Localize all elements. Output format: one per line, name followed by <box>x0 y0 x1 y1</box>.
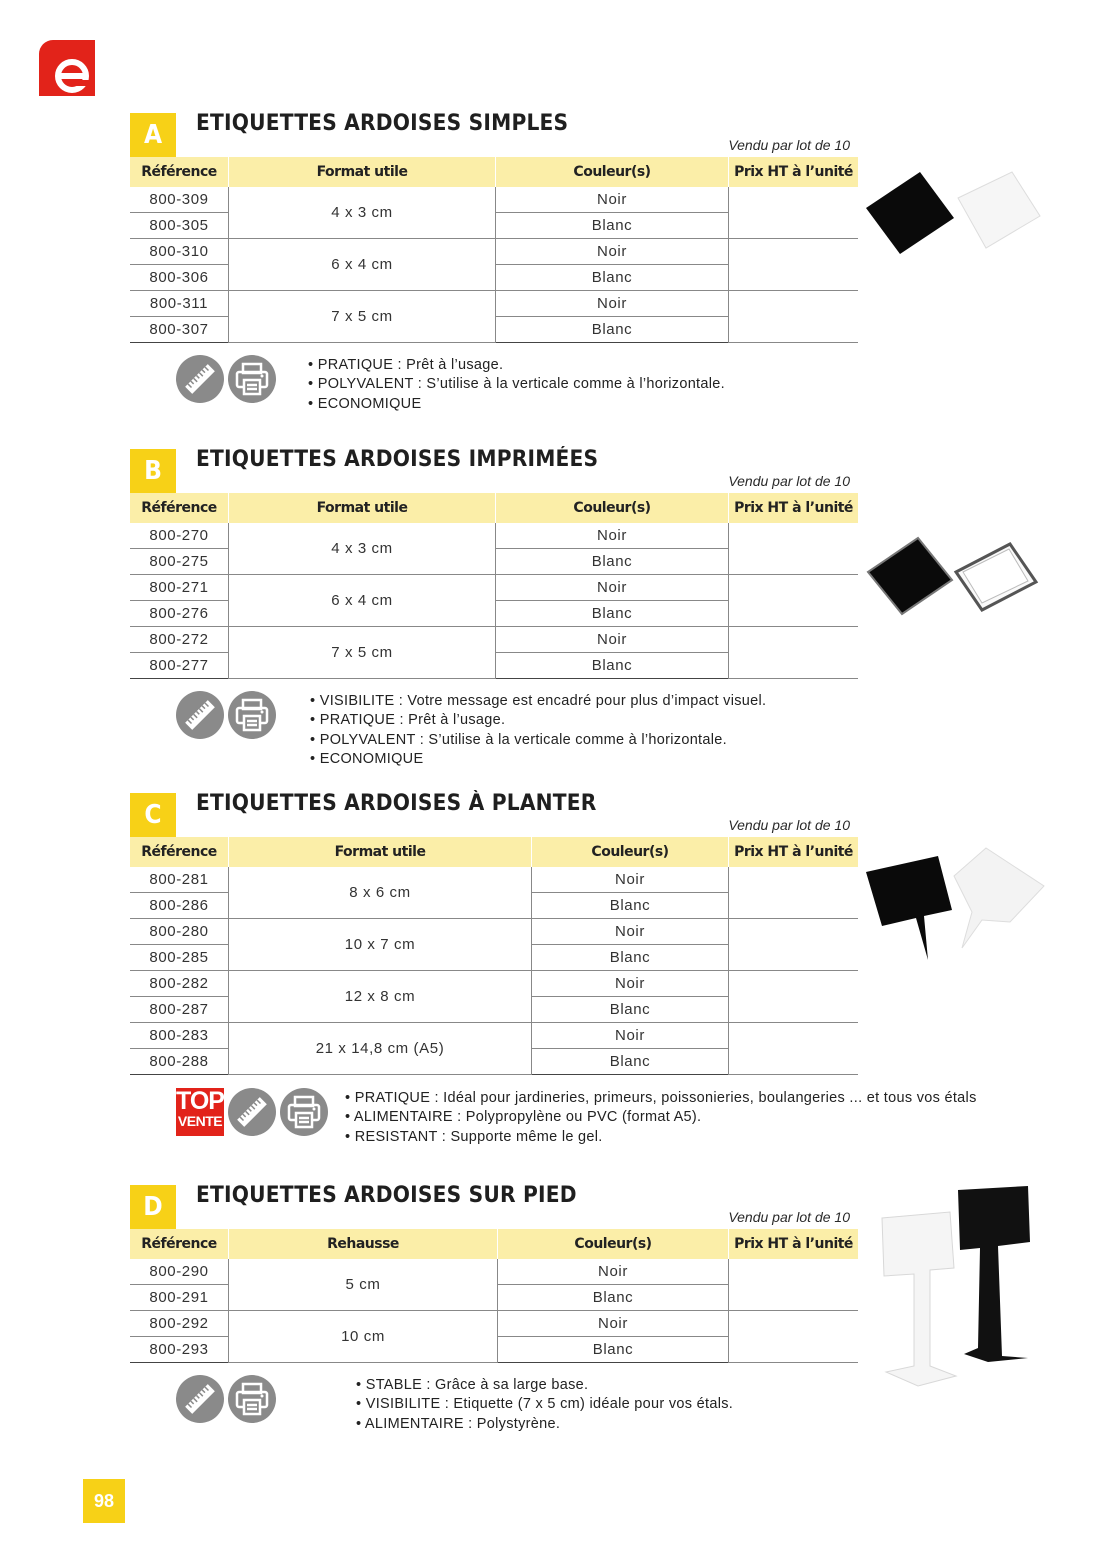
feature-item: • VISIBILITE : Votre message est encadré pour plus d’impact visuel. <box>310 692 766 711</box>
color-cell: Noir <box>496 187 729 213</box>
section-letter: D <box>130 1185 176 1229</box>
lot-note: Vendu par lot de 10 <box>728 473 850 489</box>
ruler-icon <box>176 1375 224 1423</box>
ref-cell: 800-280 <box>130 919 229 945</box>
format-cell: 8 x 6 cm <box>229 867 532 919</box>
ref-cell: 800-291 <box>130 1285 229 1311</box>
ref-cell: 800-311 <box>130 291 229 317</box>
header-reference: Référence <box>130 157 229 187</box>
header-price: Prix HT à l’unité <box>729 1229 859 1259</box>
color-cell: Blanc <box>532 997 729 1023</box>
price-cell <box>729 627 859 679</box>
ref-cell: 800-305 <box>130 213 229 239</box>
printer-icon <box>228 355 276 403</box>
brand-logo <box>39 40 95 96</box>
ref-cell: 800-287 <box>130 997 229 1023</box>
header-reference: Référence <box>130 493 229 523</box>
ref-cell: 800-281 <box>130 867 229 893</box>
printer-icon <box>280 1088 328 1136</box>
printer-icon <box>228 1375 276 1423</box>
ref-cell: 800-285 <box>130 945 229 971</box>
format-cell: 12 x 8 cm <box>229 971 532 1023</box>
format-cell: 6 x 4 cm <box>229 575 496 627</box>
product-table <box>130 157 858 343</box>
color-cell: Blanc <box>496 549 729 575</box>
price-cell <box>729 575 859 627</box>
table-row <box>130 1023 858 1049</box>
color-cell: Noir <box>496 291 729 317</box>
ref-cell: 800-309 <box>130 187 229 213</box>
color-cell: Noir <box>496 239 729 265</box>
ref-cell: 800-286 <box>130 893 229 919</box>
color-cell: Blanc <box>498 1337 729 1363</box>
ref-cell: 800-306 <box>130 265 229 291</box>
color-cell: Noir <box>496 627 729 653</box>
color-cell: Blanc <box>496 601 729 627</box>
ref-cell: 800-310 <box>130 239 229 265</box>
table-row <box>130 627 858 653</box>
section-letter: A <box>130 113 176 157</box>
header-rehausse: Rehausse <box>229 1229 498 1259</box>
feature-item: • PRATIQUE : Idéal pour jardineries, primeurs, poissonieries, boulangeries ... et tous vos étals <box>345 1089 977 1108</box>
feature-list <box>345 1089 977 1147</box>
feature-item: • ECONOMIQUE <box>310 750 766 769</box>
table-row <box>130 575 858 601</box>
table-row <box>130 867 858 893</box>
ref-cell: 800-272 <box>130 627 229 653</box>
color-cell: Blanc <box>532 945 729 971</box>
printer-icon <box>228 691 276 739</box>
section-title: ETIQUETTES ARDOISES À PLANTER <box>196 791 597 816</box>
page-number: 98 <box>83 1479 125 1523</box>
ref-cell: 800-293 <box>130 1337 229 1363</box>
ref-cell: 800-282 <box>130 971 229 997</box>
section-title: ETIQUETTES ARDOISES SIMPLES <box>196 111 569 136</box>
feature-list <box>310 692 766 769</box>
color-cell: Blanc <box>532 893 729 919</box>
feature-list <box>356 1376 733 1434</box>
format-cell: 7 x 5 cm <box>229 627 496 679</box>
feature-item: • ALIMENTAIRE : Polypropylène ou PVC (format A5). <box>345 1108 977 1127</box>
format-cell: 4 x 3 cm <box>229 523 496 575</box>
feature-item: • RESISTANT : Supporte même le gel. <box>345 1128 977 1147</box>
ref-cell: 800-307 <box>130 317 229 343</box>
price-cell <box>729 187 859 239</box>
ruler-icon <box>176 355 224 403</box>
price-cell <box>729 1259 859 1311</box>
header-format: Format utile <box>229 493 496 523</box>
ruler-icon <box>176 691 224 739</box>
ref-cell: 800-276 <box>130 601 229 627</box>
product-image-slate-labels <box>862 168 1047 263</box>
badge-line2: VENTE <box>177 1113 223 1129</box>
section-title: ETIQUETTES ARDOISES SUR PIED <box>196 1183 577 1208</box>
section-letter: C <box>130 793 176 837</box>
color-cell: Blanc <box>496 265 729 291</box>
price-cell <box>729 239 859 291</box>
feature-item: • ECONOMIQUE <box>308 395 725 414</box>
ref-cell: 800-290 <box>130 1259 229 1285</box>
ref-cell: 800-283 <box>130 1023 229 1049</box>
table-row <box>130 1311 858 1337</box>
color-cell: Blanc <box>496 213 729 239</box>
table-row <box>130 187 858 213</box>
product-table <box>130 493 858 679</box>
color-cell: Blanc <box>532 1049 729 1075</box>
badge-line1: TOP <box>176 1087 224 1115</box>
color-cell: Blanc <box>496 653 729 679</box>
ruler-icon <box>228 1088 276 1136</box>
color-cell: Blanc <box>496 317 729 343</box>
color-cell: Noir <box>496 523 729 549</box>
header-price: Prix HT à l’unité <box>729 837 859 867</box>
table-row <box>130 1259 858 1285</box>
color-cell: Noir <box>496 575 729 601</box>
price-cell <box>729 867 859 919</box>
color-cell: Noir <box>532 867 729 893</box>
rehausse-cell: 5 cm <box>229 1259 498 1311</box>
format-cell: 10 x 7 cm <box>229 919 532 971</box>
feature-item: • ALIMENTAIRE : Polystyrène. <box>356 1415 733 1434</box>
ref-cell: 800-292 <box>130 1311 229 1337</box>
section-letter: B <box>130 449 176 493</box>
header-price: Prix HT à l’unité <box>729 157 859 187</box>
feature-item: • POLYVALENT : S’utilise à la verticale comme à l’horizontale. <box>308 375 725 394</box>
table-row <box>130 291 858 317</box>
format-cell: 21 x 14,8 cm (A5) <box>229 1023 532 1075</box>
feature-item: • PRATIQUE : Prêt à l’usage. <box>308 356 725 375</box>
lot-note: Vendu par lot de 10 <box>728 137 850 153</box>
product-image-plant-labels <box>864 846 1049 969</box>
product-table <box>130 837 858 1075</box>
header-format: Format utile <box>229 157 496 187</box>
format-cell: 4 x 3 cm <box>229 187 496 239</box>
rehausse-cell: 10 cm <box>229 1311 498 1363</box>
header-color: Couleur(s) <box>496 157 729 187</box>
header-color: Couleur(s) <box>496 493 729 523</box>
price-cell <box>729 1023 859 1075</box>
top-vente-badge <box>176 1088 224 1136</box>
price-cell <box>729 971 859 1023</box>
color-cell: Blanc <box>498 1285 729 1311</box>
table-row <box>130 523 858 549</box>
table-row <box>130 971 858 997</box>
feature-item: • POLYVALENT : S’utilise à la verticale comme à l’horizontale. <box>310 731 766 750</box>
price-cell <box>729 1311 859 1363</box>
table-row <box>130 919 858 945</box>
section-title: ETIQUETTES ARDOISES IMPRIMÉES <box>196 447 599 472</box>
feature-item: • STABLE : Grâce à sa large base. <box>356 1376 733 1395</box>
feature-list <box>308 356 725 414</box>
color-cell: Noir <box>498 1259 729 1285</box>
header-color: Couleur(s) <box>498 1229 729 1259</box>
ref-cell: 800-271 <box>130 575 229 601</box>
feature-item: • VISIBILITE : Etiquette (7 x 5 cm) idéale pour vos étals. <box>356 1395 733 1414</box>
color-cell: Noir <box>532 1023 729 1049</box>
lot-note: Vendu par lot de 10 <box>728 817 850 833</box>
header-color: Couleur(s) <box>532 837 729 867</box>
ref-cell: 800-288 <box>130 1049 229 1075</box>
format-cell: 7 x 5 cm <box>229 291 496 343</box>
color-cell: Noir <box>498 1311 729 1337</box>
header-reference: Référence <box>130 1229 229 1259</box>
header-format: Format utile <box>229 837 532 867</box>
feature-item: • PRATIQUE : Prêt à l’usage. <box>310 711 766 730</box>
header-price: Prix HT à l’unité <box>729 493 859 523</box>
ref-cell: 800-275 <box>130 549 229 575</box>
table-row <box>130 239 858 265</box>
ref-cell: 800-277 <box>130 653 229 679</box>
price-cell <box>729 919 859 971</box>
format-cell: 6 x 4 cm <box>229 239 496 291</box>
product-image-stand-labels <box>878 1186 1038 1396</box>
color-cell: Noir <box>532 971 729 997</box>
color-cell: Noir <box>532 919 729 945</box>
ref-cell: 800-270 <box>130 523 229 549</box>
header-reference: Référence <box>130 837 229 867</box>
price-cell <box>729 291 859 343</box>
product-image-framed-labels <box>866 534 1041 624</box>
product-table <box>130 1229 858 1363</box>
lot-note: Vendu par lot de 10 <box>728 1209 850 1225</box>
price-cell <box>729 523 859 575</box>
